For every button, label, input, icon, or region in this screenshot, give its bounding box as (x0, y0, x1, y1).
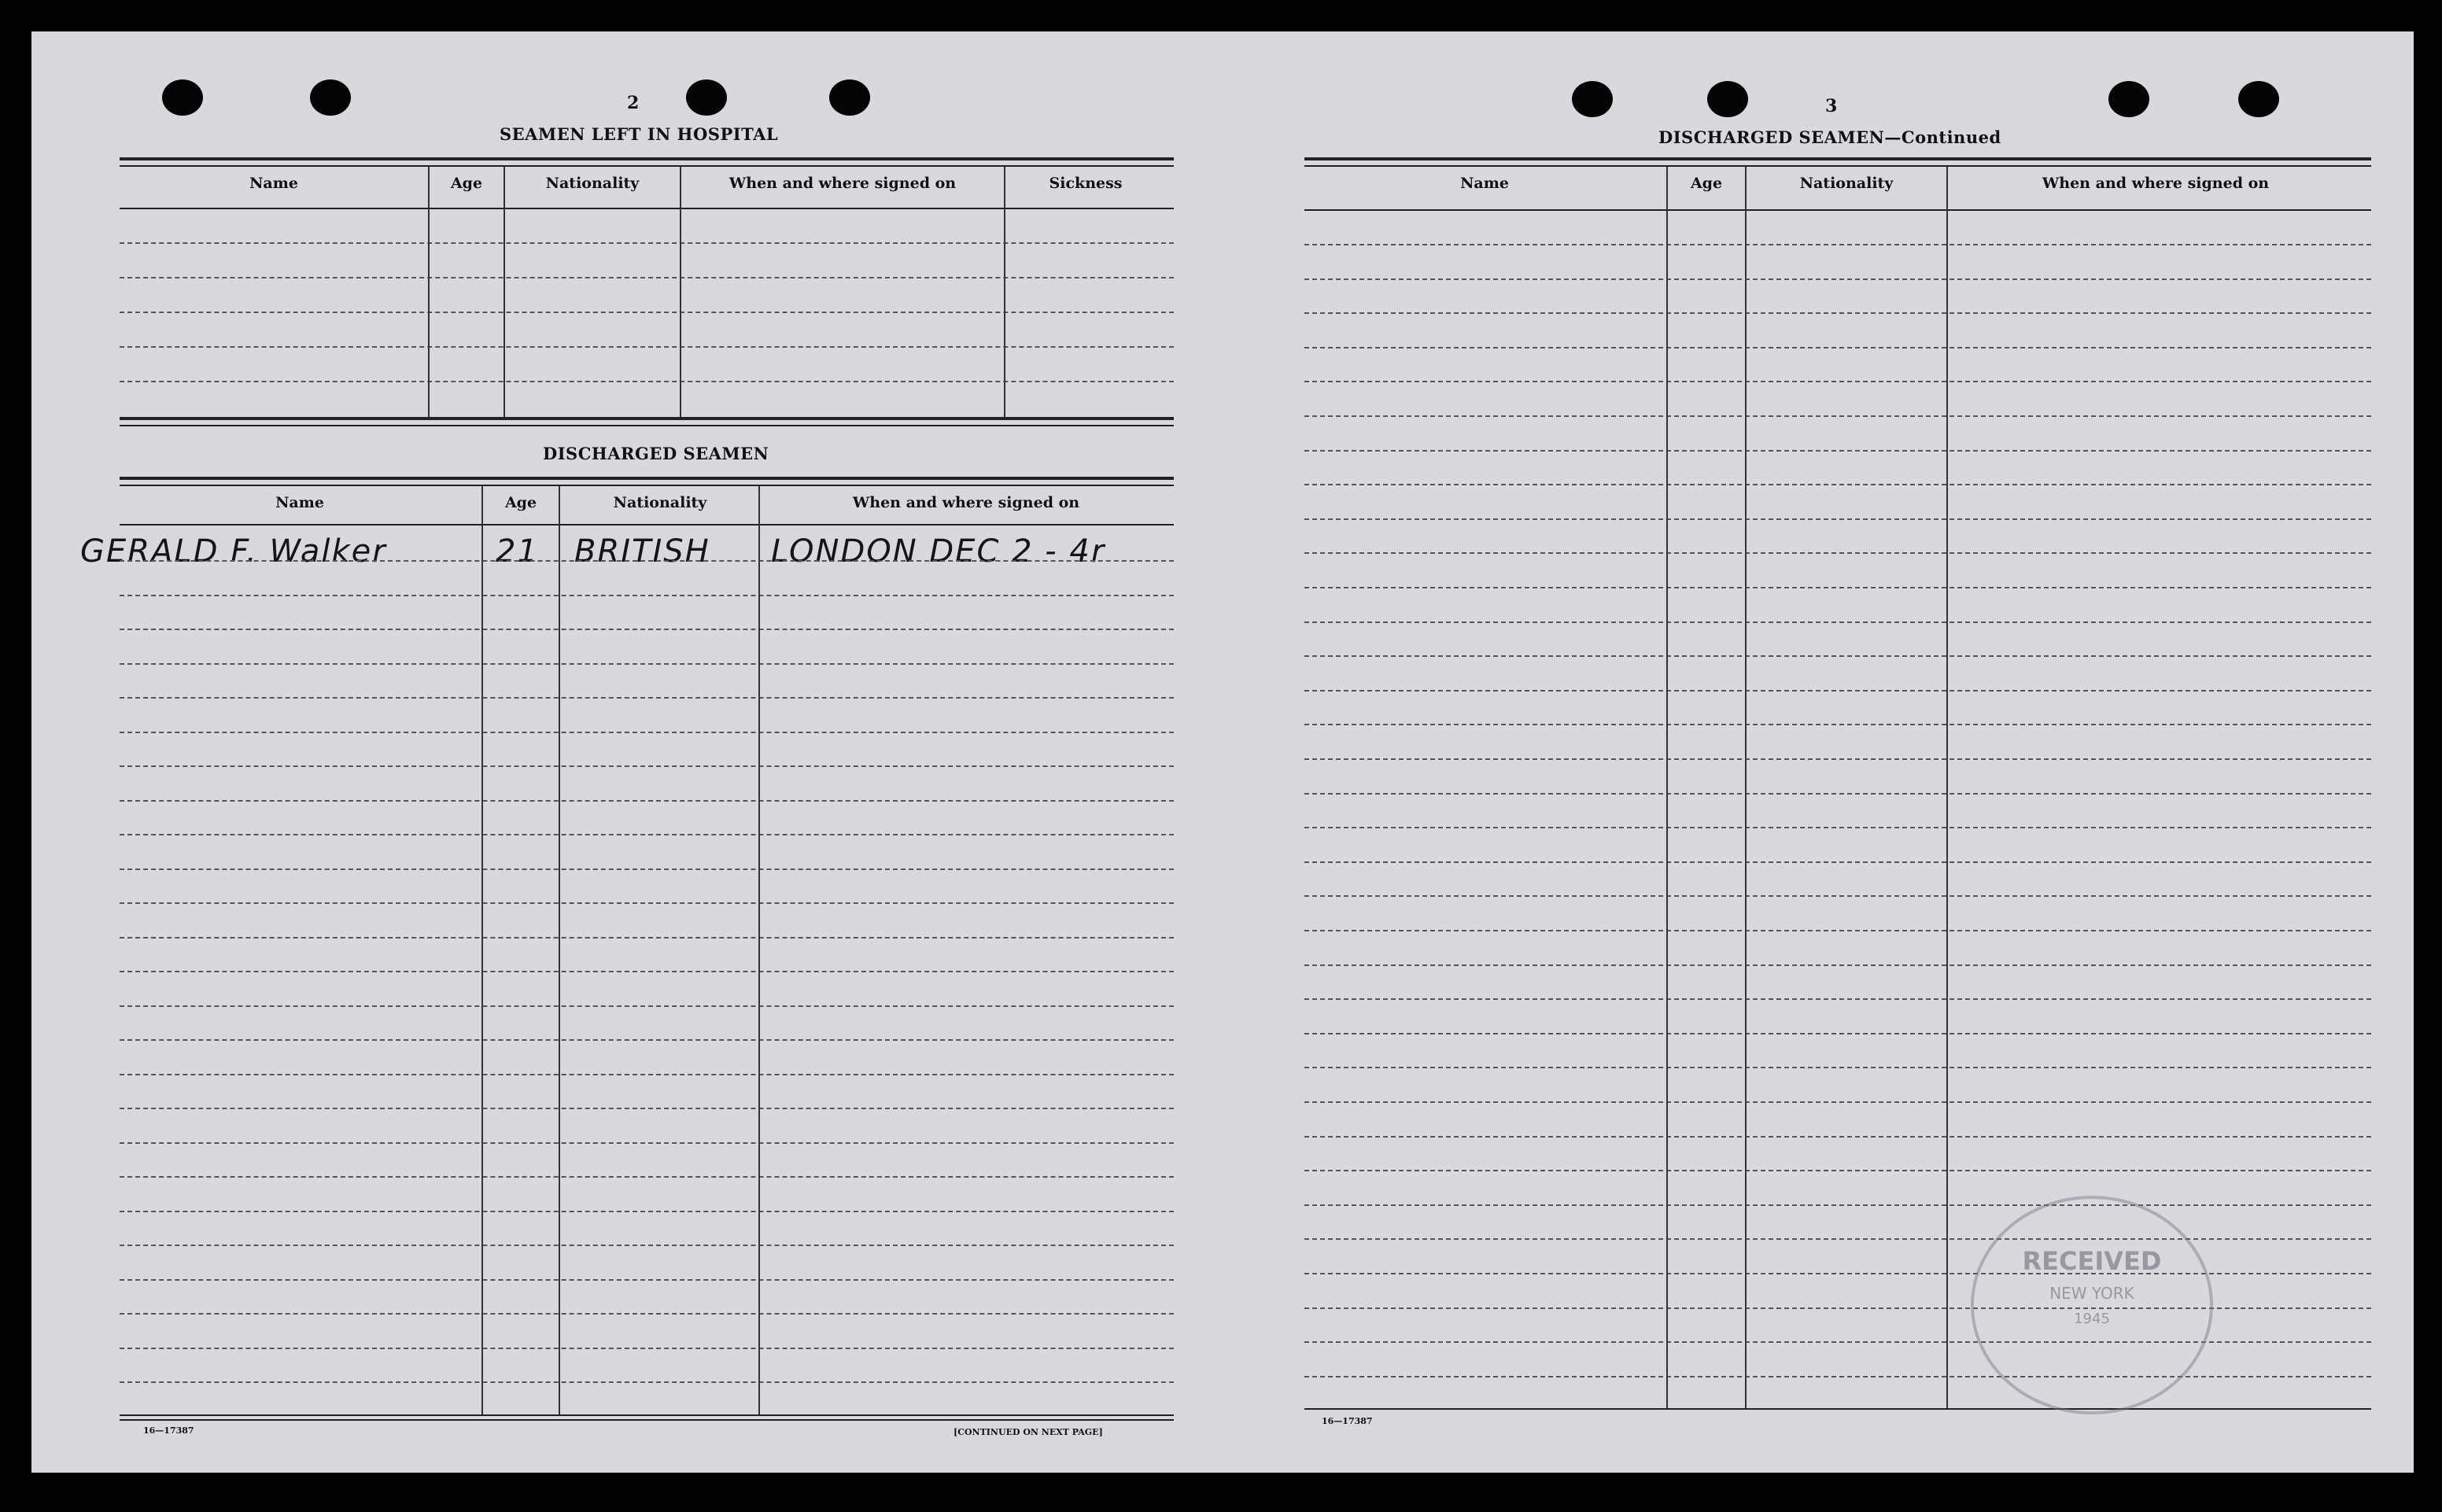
entry-nationality: BRITISH (574, 533, 710, 570)
section-title-discharged-continued (1658, 127, 2001, 147)
row-line (120, 560, 1174, 562)
rule (120, 524, 1174, 526)
row-line (120, 242, 1174, 244)
column-header-nationality: Nationality (613, 494, 707, 511)
row-line (120, 1381, 1174, 1383)
row-line (1304, 587, 2371, 588)
column-header-name: Name (275, 494, 324, 511)
stamp-year: 1945 (2074, 1311, 2110, 1327)
row-line (1304, 827, 2371, 828)
column-header-signed-on: When and where signed on (2042, 175, 2270, 192)
section-title-text: DISCHARGED SEAMEN (1658, 127, 1885, 147)
punch-hole (162, 79, 203, 116)
punch-hole (829, 79, 870, 116)
rule (1304, 1408, 2371, 1410)
row-line (120, 381, 1174, 382)
row-line (120, 971, 1174, 972)
row-line (120, 1142, 1174, 1144)
column-divider (1004, 167, 1005, 417)
row-line (1304, 1341, 2371, 1343)
row-line (120, 765, 1174, 767)
rule (120, 485, 1174, 486)
column-header-age: Age (1690, 175, 1723, 192)
row-line (120, 277, 1174, 278)
column-divider (680, 167, 681, 417)
rule (120, 477, 1174, 480)
row-line (120, 595, 1174, 596)
entry-age: 21 (496, 533, 539, 570)
rule (120, 208, 1174, 209)
received-stamp (1971, 1196, 2213, 1414)
row-line (1304, 450, 2371, 452)
row-line (1304, 895, 2371, 897)
row-line (120, 697, 1174, 699)
row-line (1304, 381, 2371, 382)
row-line (1304, 1238, 2371, 1240)
column-header-nationality: Nationality (545, 175, 640, 192)
rule (120, 425, 1174, 426)
column-divider (559, 486, 560, 1416)
column-header-nationality: Nationality (1799, 175, 1894, 192)
row-line (1304, 1273, 2371, 1274)
column-header-age: Age (450, 175, 483, 192)
row-line (1304, 861, 2371, 863)
row-line (1304, 1376, 2371, 1377)
row-line (1304, 1033, 2371, 1034)
column-divider (1666, 167, 1668, 1408)
page-number-right: 3 (1825, 96, 1838, 116)
rule (120, 157, 1174, 160)
column-header-age: Age (504, 494, 537, 511)
section-title-discharged: DISCHARGED SEAMEN (543, 444, 769, 463)
row-line (1304, 758, 2371, 760)
rule (120, 1414, 1174, 1416)
section-title-suffix: —Continued (1884, 127, 2001, 147)
row-line (1304, 312, 2371, 314)
form-number-right: 16—17387 (1322, 1416, 1373, 1426)
row-line (1304, 278, 2371, 280)
entry-signed-on: LONDON DEC 2 - 4r (771, 533, 1106, 570)
section-title-hospital: SEAMEN LEFT IN HOSPITAL (500, 124, 779, 144)
row-line (1304, 347, 2371, 348)
row-line (120, 834, 1174, 835)
row-line (1304, 964, 2371, 966)
row-line (1304, 655, 2371, 657)
row-line (1304, 518, 2371, 520)
row-line (1304, 724, 2371, 725)
row-line (1304, 1170, 2371, 1171)
row-line (1304, 484, 2371, 485)
row-line (1304, 998, 2371, 1000)
row-line (1304, 1136, 2371, 1138)
stamp-received: RECEIVED (2022, 1246, 2162, 1276)
row-line (120, 312, 1174, 313)
continued-note: [CONTINUED ON NEXT PAGE] (954, 1427, 1103, 1437)
row-line (120, 732, 1174, 733)
row-line (120, 1005, 1174, 1007)
row-line (120, 1279, 1174, 1281)
rule (1304, 209, 2371, 211)
column-divider (481, 486, 483, 1416)
row-line (1304, 244, 2371, 245)
punch-hole (1572, 81, 1613, 117)
row-line (120, 663, 1174, 665)
row-line (120, 1176, 1174, 1178)
row-line (120, 902, 1174, 904)
rule (120, 1419, 1174, 1421)
row-line (1304, 1067, 2371, 1068)
rule (120, 417, 1174, 420)
column-divider (1745, 167, 1747, 1408)
row-line (1304, 1204, 2371, 1206)
row-line (120, 1039, 1174, 1041)
row-line (120, 1313, 1174, 1315)
row-line (1304, 621, 2371, 623)
form-number-left: 16—17387 (143, 1425, 194, 1436)
column-divider (758, 486, 760, 1416)
row-line (120, 1074, 1174, 1075)
row-line (1304, 1101, 2371, 1103)
row-line (120, 868, 1174, 870)
column-header-sickness: Sickness (1049, 175, 1123, 192)
rule (1304, 157, 2371, 160)
column-header-signed-on: When and where signed on (852, 494, 1080, 511)
row-line (120, 1108, 1174, 1109)
page-number-left: 2 (627, 93, 640, 113)
column-divider (428, 167, 430, 417)
row-line (1304, 793, 2371, 795)
row-line (120, 1211, 1174, 1212)
rule (120, 165, 1174, 167)
punch-hole (1707, 81, 1748, 117)
row-line (120, 800, 1174, 802)
row-line (120, 1348, 1174, 1349)
stamp-city: NEW YORK (2049, 1284, 2134, 1303)
entry-name: GERALD F. Walker (80, 533, 387, 570)
rule (1304, 165, 2371, 167)
row-line (120, 629, 1174, 630)
punch-hole (686, 79, 727, 116)
row-line (120, 1245, 1174, 1246)
column-divider (1946, 167, 1948, 1408)
row-line (1304, 552, 2371, 554)
row-line (1304, 930, 2371, 931)
row-line (1304, 415, 2371, 417)
document-sheet (31, 31, 2414, 1473)
punch-hole (310, 79, 351, 116)
column-divider (504, 167, 505, 417)
row-line (1304, 690, 2371, 691)
column-header-name: Name (1460, 175, 1509, 192)
punch-hole (2238, 81, 2279, 117)
row-line (120, 346, 1174, 348)
column-header-signed-on: When and where signed on (729, 175, 957, 192)
column-header-name: Name (249, 175, 298, 192)
punch-hole (2108, 81, 2149, 117)
row-line (120, 937, 1174, 939)
